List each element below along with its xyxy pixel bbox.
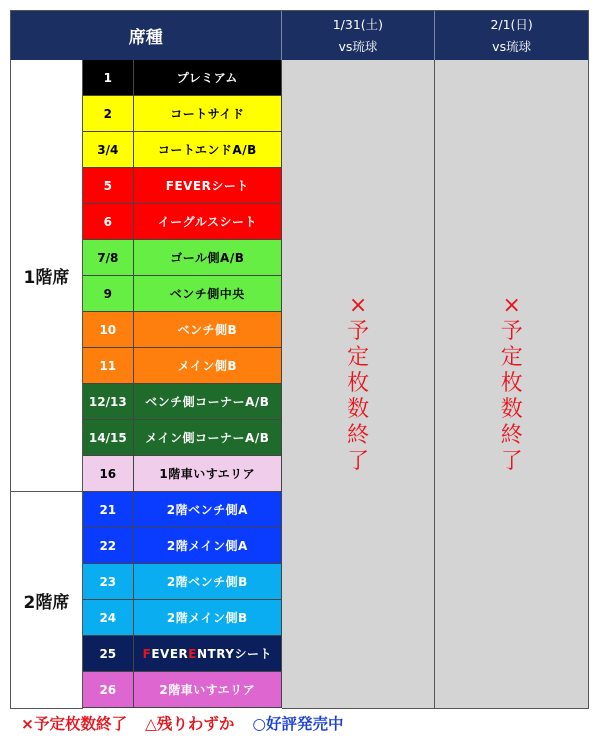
opponent-label: vs琉球: [338, 38, 378, 54]
seat-number: 3/4: [83, 132, 134, 168]
seat-number: 7/8: [83, 240, 134, 276]
table-header: [11, 11, 589, 60]
date-column-header-2: [435, 11, 589, 60]
seat-number: 25: [83, 636, 134, 672]
seat-name: 2階車いすエリア: [134, 672, 282, 708]
table-row: [83, 132, 282, 168]
opponent-label: vs琉球: [492, 38, 532, 54]
status-column-day2: [435, 60, 589, 709]
table-row: [83, 492, 282, 528]
table-row: [83, 456, 282, 492]
seat-name: プレミアム: [134, 60, 282, 96]
date-label: 1/31(土): [332, 16, 384, 32]
seat-name: コートサイド: [134, 96, 282, 132]
legend-available: ○好評発売中: [252, 715, 344, 733]
seat-name: コートエンドA/B: [134, 132, 282, 168]
table-row: [83, 420, 282, 456]
seat-rows: [83, 60, 282, 709]
seat-name: ベンチ側B: [134, 312, 282, 348]
floor-column: [11, 60, 83, 709]
seat-name: 2階メイン側B: [134, 600, 282, 636]
seat-number: 12/13: [83, 384, 134, 420]
seat-number: 5: [83, 168, 134, 204]
table-row: [83, 384, 282, 420]
seat-name: 2階メイン側A: [134, 528, 282, 564]
seat-name: FEVERシート: [134, 168, 282, 204]
seat-name: ベンチ側中央: [134, 276, 282, 312]
seat-number: 14/15: [83, 420, 134, 456]
legend-few-left: △残りわずか: [145, 715, 235, 733]
table-row: [83, 600, 282, 636]
seat-name: メイン側コーナーA/B: [134, 420, 282, 456]
table-body: [11, 60, 589, 709]
table-row: [83, 240, 282, 276]
seat-name: 2階ベンチ側B: [134, 564, 282, 600]
ticket-table: [10, 10, 589, 709]
seat-name: ベンチ側コーナーA/B: [134, 384, 282, 420]
seat-number: 22: [83, 528, 134, 564]
seat-name: 1階車いすエリア: [134, 456, 282, 492]
table-row: [83, 672, 282, 708]
floor-label-2f: 2階席: [11, 492, 83, 709]
seat-type-header: 席種: [11, 11, 282, 60]
seat-number: 23: [83, 564, 134, 600]
table-row: [83, 204, 282, 240]
date-label: 2/1(日): [490, 16, 533, 32]
seat-name: ゴール側A/B: [134, 240, 282, 276]
table-row: [83, 312, 282, 348]
table-row: [83, 564, 282, 600]
seat-number: 2: [83, 96, 134, 132]
seat-number: 21: [83, 492, 134, 528]
seat-name: メイン側B: [134, 348, 282, 384]
table-row: [83, 636, 282, 672]
floor-label-1f: 1階席: [11, 60, 83, 492]
seat-number: 16: [83, 456, 134, 492]
seat-number: 1: [83, 60, 134, 96]
status-text: ×予定枚数終了: [347, 293, 370, 474]
legend-sold-out: ×予定枚数終了: [21, 715, 127, 733]
seat-number: 24: [83, 600, 134, 636]
seat-number: 26: [83, 672, 134, 708]
status-text: ×予定枚数終了: [500, 293, 523, 474]
seat-number: 10: [83, 312, 134, 348]
seat-name: F EVER E NTRYシート: [134, 636, 282, 672]
table-row: [83, 96, 282, 132]
date-column-header-1: [282, 11, 436, 60]
status-column-day1: [282, 60, 436, 709]
seat-name: イーグルスシート: [134, 204, 282, 240]
table-row: [83, 348, 282, 384]
seat-number: 11: [83, 348, 134, 384]
seat-name: 2階ベンチ側A: [134, 492, 282, 528]
table-row: [83, 60, 282, 96]
table-row: [83, 276, 282, 312]
seat-number: 9: [83, 276, 134, 312]
table-row: [83, 168, 282, 204]
table-row: [83, 528, 282, 564]
legend: [21, 712, 343, 734]
seat-number: 6: [83, 204, 134, 240]
